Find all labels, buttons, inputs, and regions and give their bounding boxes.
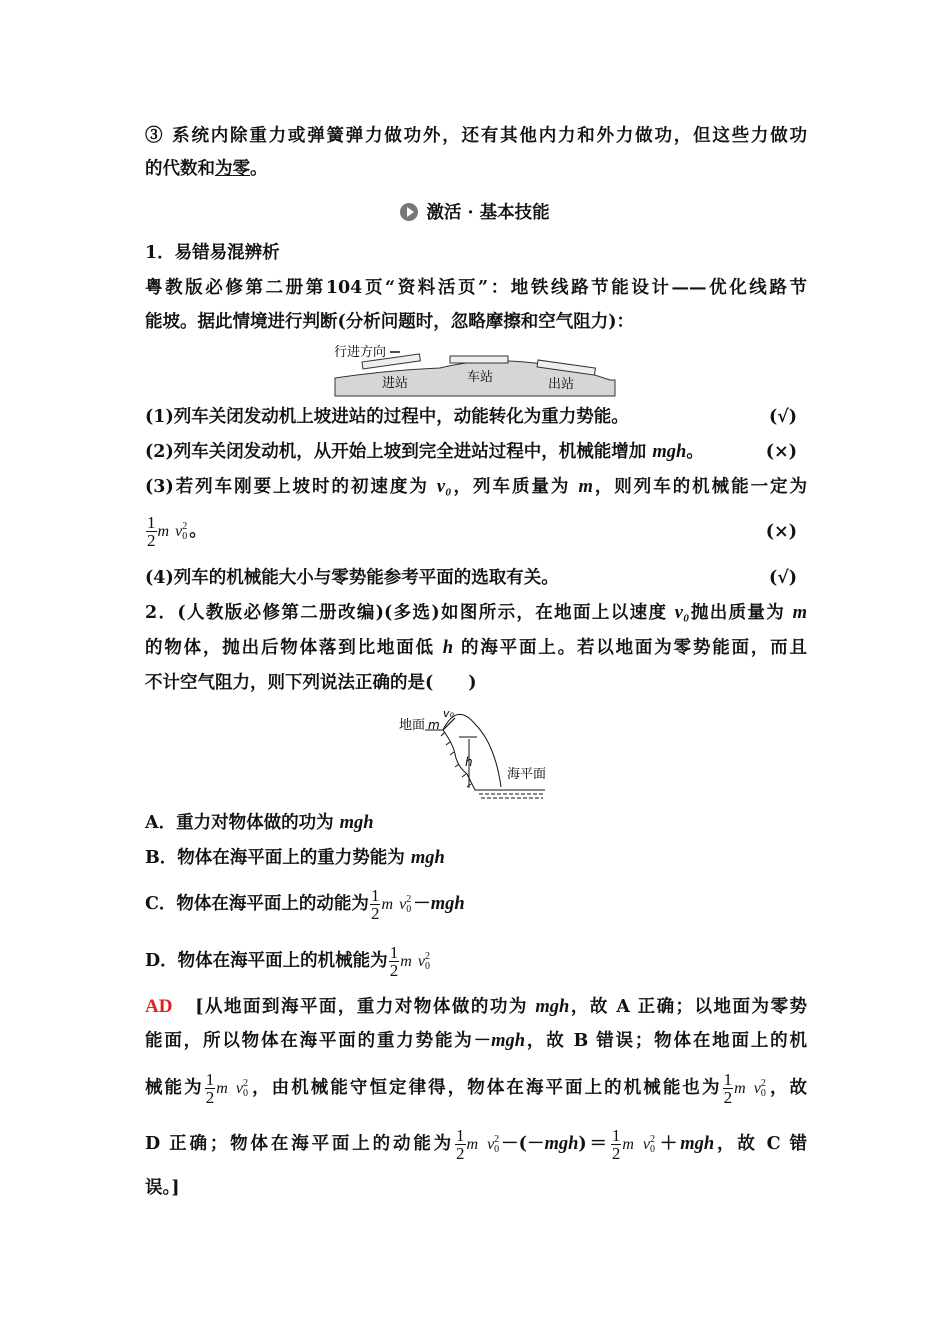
answer-text: ，故 <box>767 1078 808 1098</box>
mass-label: m <box>428 718 440 732</box>
kinetic-energy-expression <box>369 886 413 923</box>
denominator: 2 <box>370 904 380 923</box>
fraction <box>389 944 400 979</box>
mass-var: m <box>466 1136 479 1153</box>
answer-text: ，故 A 正确；以地面为零势 <box>569 997 808 1017</box>
fraction <box>455 1127 466 1162</box>
trajectory <box>443 714 501 787</box>
q1-source-2: 能坡。据此情境进行判断(分析问题时，忽略摩擦和空气阻力)： <box>145 312 635 332</box>
kinetic-energy-expression <box>610 1126 657 1163</box>
kinetic-energy-expression <box>722 1070 768 1107</box>
answer-text: 能面，所以物体在海平面的重力势能为－ <box>145 1031 492 1051</box>
mass-var: m <box>216 1080 228 1097</box>
item-text: 。 <box>686 442 704 462</box>
answer-text: 械能为 <box>145 1078 204 1098</box>
mass-var: m <box>622 1136 634 1153</box>
sup-sub <box>243 1079 248 1099</box>
item-text: ，列车质量为 <box>451 477 579 497</box>
item-mark: (√) <box>768 568 797 588</box>
option-text: C．物体在海平面上的动能为 <box>145 894 369 914</box>
denominator: 2 <box>456 1144 465 1163</box>
answer-line-4 <box>145 1127 807 1162</box>
item-text: (4)列车的机械能大小与零势能参考平面的选取有关。 <box>145 568 559 588</box>
velocity-var: v <box>175 523 183 540</box>
sup-sub <box>494 1135 499 1155</box>
answer-text: －(－ <box>501 1134 545 1154</box>
var: v₀ <box>436 477 452 497</box>
answer-line-2 <box>145 1029 807 1053</box>
item-text: (2)列车关闭发动机，从开始上坡到完全进站过程中，机械能增加 <box>145 442 653 462</box>
subscript: 0 <box>243 1087 249 1099</box>
item-text: 。 <box>189 521 207 541</box>
ground-label: 地面 <box>399 718 426 733</box>
kinetic-energy-expression <box>388 943 432 980</box>
q1-source-1: 粤教版必修第二册第104页“资料活页”：地铁线路节能设计——优化线路节 <box>145 278 807 298</box>
answer-text: ，故 C 错 <box>714 1134 808 1154</box>
var: mgh <box>680 1134 715 1154</box>
var: mgh <box>535 997 570 1017</box>
q2-line-1 <box>145 601 807 625</box>
numerator: 1 <box>456 1126 465 1145</box>
var: mgh <box>339 813 374 833</box>
denominator: 2 <box>205 1088 215 1107</box>
mass-var: m <box>157 523 170 540</box>
q2-text: 的海平面上。若以地面为零势能面，而且 <box>453 638 808 658</box>
sup-sub <box>425 952 430 972</box>
mass-var: m <box>400 953 412 970</box>
kinetic-energy-expression <box>204 1070 250 1107</box>
var: m <box>792 603 807 623</box>
direction-label: 行进方向 <box>334 345 387 360</box>
intro-line-2 <box>145 157 807 181</box>
exponent: 2 <box>182 520 188 532</box>
q2-line-2 <box>145 636 807 660</box>
denominator: 2 <box>389 961 399 980</box>
velocity-var: v <box>642 1136 650 1153</box>
subscript: 0 <box>406 903 412 915</box>
answer-text: D 正确；物体在海平面上的动能为 <box>145 1134 455 1154</box>
var: m <box>578 477 593 497</box>
q2-text: 2．(人教版必修第二册改编)(多选)如图所示，在地面上以速度 <box>145 603 675 623</box>
train-route-figure <box>330 340 620 398</box>
denominator: 2 <box>723 1088 733 1107</box>
answer-key: AD <box>145 996 173 1017</box>
exponent: 2 <box>650 1133 655 1145</box>
var: mgh <box>430 894 465 914</box>
option-text: D．物体在海平面上的机械能为 <box>145 951 388 971</box>
fraction <box>370 887 381 922</box>
intro-period: 。 <box>250 159 268 179</box>
velocity-var: v <box>417 953 425 970</box>
subscript: 0 <box>494 1143 500 1155</box>
play-icon <box>400 203 418 221</box>
answer-text: ＋ <box>657 1134 681 1154</box>
subscript: 0 <box>650 1143 655 1155</box>
exponent: 2 <box>760 1077 766 1089</box>
numerator: 1 <box>370 886 380 905</box>
q1-item-3 <box>145 475 807 499</box>
v0-label: v₀ <box>443 707 454 720</box>
underlined-answer: 为零 <box>215 159 250 179</box>
option-a <box>145 811 807 835</box>
q2-text: 抛出质量为 <box>689 603 793 623</box>
numerator: 1 <box>723 1070 733 1089</box>
var: mgh <box>410 848 445 868</box>
exponent: 2 <box>424 950 430 962</box>
sup-sub <box>406 895 411 915</box>
q1-item-1 <box>145 405 807 429</box>
mass-var: m <box>734 1080 746 1097</box>
var: mgh <box>544 1134 579 1154</box>
section-title-text: 激活 · 基本技能 <box>426 203 550 223</box>
item-mark: (×) <box>765 442 797 462</box>
item-text: (3)若列车刚要上坡时的初速度为 <box>145 477 437 497</box>
var: mgh <box>652 442 687 462</box>
answer-text: ，故 B 错误；物体在地面上的机 <box>525 1031 807 1051</box>
intro-line-1: ③ 系统内除重力或弹簧弹力做功外，还有其他内力和外力做功，但这些力做功 <box>145 126 807 146</box>
velocity-var: v <box>399 896 407 913</box>
minus: － <box>413 894 431 914</box>
exponent: 2 <box>494 1133 500 1145</box>
option-d <box>145 944 807 979</box>
answer-text: ，由机械能守恒定律得，物体在海平面上的机械能也为 <box>250 1078 722 1098</box>
label-station: 车站 <box>467 370 494 385</box>
q2-line-3: 不计空气阻力，则下列说法正确的是( ) <box>145 673 477 693</box>
item-mark: (√) <box>768 407 797 427</box>
answer-text: [从地面到海平面，重力对物体做的功为 <box>195 997 536 1017</box>
mass-var: m <box>381 896 393 913</box>
velocity-var: v <box>753 1080 761 1097</box>
train-station <box>450 356 508 363</box>
section-title <box>0 199 950 224</box>
fraction <box>205 1071 216 1106</box>
numerator: 1 <box>389 943 399 962</box>
label-out: 出站 <box>548 377 575 392</box>
var: mgh <box>491 1031 526 1051</box>
denominator: 2 <box>611 1144 621 1163</box>
q1-item-3-cont <box>145 514 807 549</box>
velocity-var: v <box>235 1080 244 1097</box>
kinetic-energy-expression <box>145 513 189 550</box>
kinetic-energy-expression <box>454 1126 501 1163</box>
sup-sub <box>650 1135 655 1155</box>
answer-line-1 <box>145 995 807 1019</box>
subscript: 0 <box>760 1087 766 1099</box>
subscript: 0 <box>424 960 430 972</box>
sup-sub <box>761 1079 766 1099</box>
height-label: h <box>465 755 473 769</box>
option-c <box>145 887 807 922</box>
option-b <box>145 846 807 870</box>
exponent: 2 <box>243 1077 249 1089</box>
answer-text: )＝ <box>578 1134 610 1154</box>
subscript: 0 <box>182 530 188 542</box>
var: h <box>442 638 454 658</box>
option-text: B．物体在海平面上的重力势能为 <box>145 848 411 868</box>
projectile-figure <box>395 704 555 802</box>
option-text: A．重力对物体做的功为 <box>145 813 340 833</box>
q1-item-4 <box>145 566 807 590</box>
numerator: 1 <box>611 1126 621 1145</box>
answer-line-3 <box>145 1071 807 1106</box>
denominator: 2 <box>147 531 156 550</box>
fraction <box>723 1071 734 1106</box>
exponent: 2 <box>406 893 412 905</box>
numerator: 1 <box>205 1070 215 1089</box>
item-text: ，则列车的机械能一定为 <box>592 477 808 497</box>
velocity-var: v <box>487 1136 495 1153</box>
fraction <box>611 1127 622 1162</box>
label-in: 进站 <box>382 376 409 391</box>
item-mark: (×) <box>765 522 797 542</box>
numerator: 1 <box>147 513 156 532</box>
answer-line-5: 误。] <box>145 1178 180 1198</box>
fraction <box>146 514 157 549</box>
q2-text: 的物体，抛出后物体落到比地面低 <box>145 638 443 658</box>
intro-text: 的代数和 <box>145 159 215 179</box>
q1-heading: 1．易错易混辨析 <box>145 243 280 263</box>
sea-level-label: 海平面 <box>507 767 547 782</box>
q1-item-2 <box>145 440 807 464</box>
sup-sub <box>182 522 187 542</box>
var: v₀ <box>674 603 690 623</box>
item-text: (1)列车关闭发动机上坡进站的过程中，动能转化为重力势能。 <box>145 407 629 427</box>
